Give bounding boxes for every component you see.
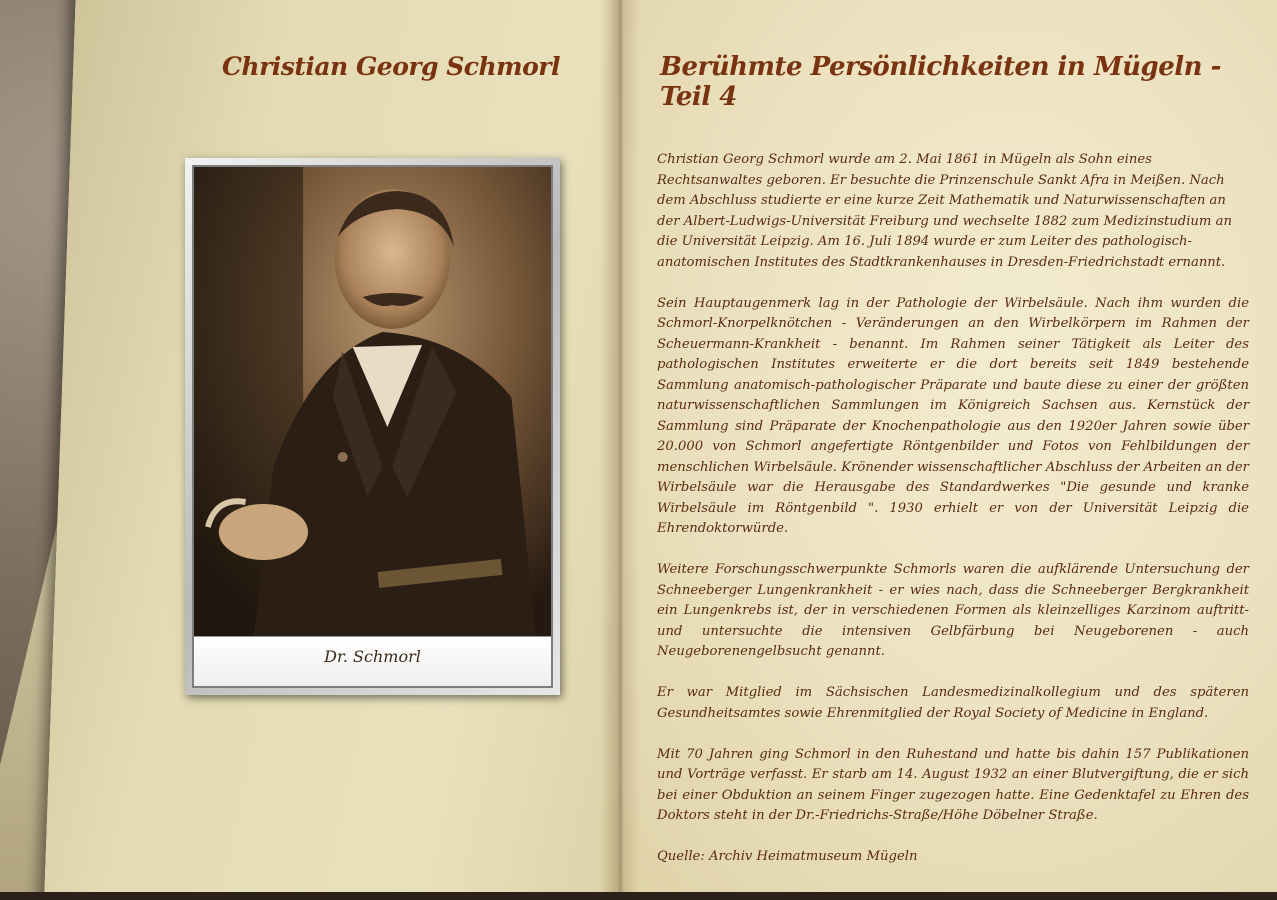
paragraph-memberships: Er war Mitglied im Sächsischen Landesmedizinalkollegium und des späteren Gesundheitsamtes sowie Ehrenmitglied der Royal Society of Medicine in England. <box>657 685 1249 721</box>
paragraph-biography: Christian Georg Schmorl wurde am 2. Mai 1861 in Mügeln als Sohn eines Rechtsanwaltes geboren. Er besuchte die Prinzenschule Sankt Afra in Meißen. Nach dem Abschluss studierte er eine kurze Zeit Mathematik und Naturwissenschaften an der Albert-Ludwigs-Universität Freiburg und wechselte 1882 zum Medizinstudium an die Universität Leipzig. Am 16. Juli 1894 wurde er zum Leiter des pathologisch-anatomischen Institutes des Stadtkrankenhauses in Dresden-Friedrichstadt ernannt. <box>657 152 1232 270</box>
left-page-title: Christian Georg Schmorl <box>222 52 560 81</box>
portrait-image <box>194 167 551 639</box>
signature-strip <box>194 636 551 686</box>
article-text <box>657 150 1249 888</box>
paragraph-research-spine: Sein Hauptaugenmerk lag in der Pathologie der Wirbelsäule. Nach ihm wurden die Schmorl-Knorpelknötchen - Veränderungen an den Wirbelkörpern im Rahmen der Scheuermann-Krankheit - benannt. Im Rahmen seiner Tätigkeit als Leiter des pathologischen Institutes erweiterte er die dort bereits seit 1849 bestehende Sammlung anatomisch-pathologischer Präparate und baute diese zu einer der größten naturwissenschaftlichen Sammlungen im Königreich Sachsen aus. Kernstück der Sammlung sind Präparate der Knochenpathologie aus den 1920er Jahren sowie über 20.000 von Schmorl angefertigte Röntgenbilder und Fotos von Fehlbildungen der menschlichen Wirbelsäule. Krönender wissenschaftlicher Abschluss der Arbeiten an der Wirbelsäule war die Herausgabe des Standardwerkes "Die gesunde und kranke Wirbelsäule im Röntgenbild ". 1930 erhielt er von der Universität Leipzig die Ehrendoktorwürde. <box>657 295 1249 536</box>
paragraph-research-other: Weitere Forschungsschwerpunkte Schmorls waren die aufklärende Untersuchung der Schneeberger Lungenkrankheit - er wies nach, dass die Schneeberger Bergkrankheit ein Lungenkrebs ist, der in verschiedenen Formen als kleinzelliges Karzinom auftritt- und untersuchte die intensiven Gelbfärbung bei Neugeborenen - auch Neugeborenengelbsucht genannt. <box>657 562 1249 659</box>
bottom-edge <box>0 892 1277 900</box>
paragraph-retirement: Mit 70 Jahren ging Schmorl in den Ruhestand und hatte bis dahin 157 Publikationen und Vorträge verfasst. Er starb am 14. August 1932 an einer Blutvergiftung, die er sich bei einer Obduktion an seinem Finger zugezogen hatte. Eine Gedenktafel zu Ehren des Doktors steht in der Dr.-Friedrichs-Straße/Höhe Döbelner Straße. <box>657 746 1249 823</box>
portrait-frame <box>185 158 560 695</box>
portrait-illustration <box>194 167 551 639</box>
source-note: Quelle: Archiv Heimatmuseum Mügeln <box>657 849 918 864</box>
signature: Dr. Schmorl <box>324 647 421 666</box>
right-page-title: Berühmte Persönlichkeiten in Mügeln - Teil 4 <box>660 52 1221 112</box>
portrait-photo <box>192 165 553 688</box>
book-gutter <box>600 0 640 900</box>
